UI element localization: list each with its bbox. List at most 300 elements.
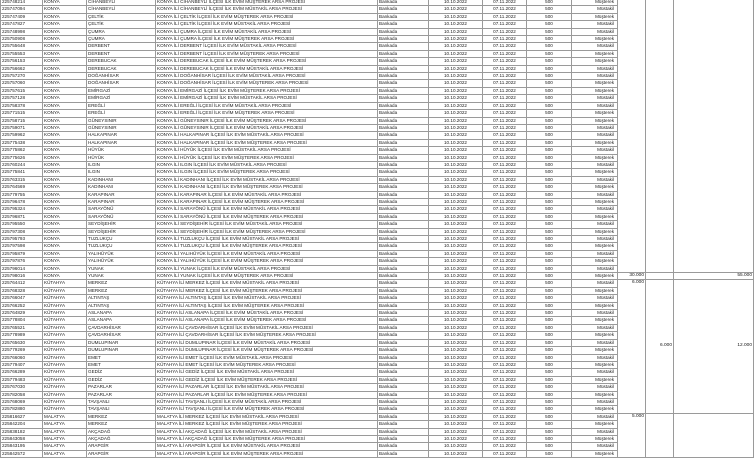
project-type-cell: Müşterek xyxy=(572,13,618,20)
project-type-cell: Müstakil xyxy=(572,21,618,28)
status-cell: Bankada xyxy=(378,236,429,243)
start-date-cell: 10.10.2022 xyxy=(429,213,483,220)
start-date-cell: 10.10.2022 xyxy=(429,295,483,302)
status-cell: Bankada xyxy=(378,384,429,391)
project-type-cell: Müşterek xyxy=(572,228,618,235)
province-cell: KÜTAHYA xyxy=(43,317,87,324)
application-id-cell: 225775841 xyxy=(1,169,43,176)
end-date-cell: 07.11.2022 xyxy=(483,317,527,324)
total-cell xyxy=(674,0,754,273)
project-name-cell: KÜTAHYA İLİ ÇAVDARHİSAR İLÇESİ İLK EVİM MÜŞTEREK ARSA PROJESİ xyxy=(156,332,378,339)
end-date-cell: 07.11.2022 xyxy=(483,43,527,50)
start-date-cell: 10.10.2022 xyxy=(429,80,483,87)
quantity-cell: 500 xyxy=(527,324,572,331)
district-cell: ARAPGİR xyxy=(87,450,156,457)
start-date-cell: 10.10.2022 xyxy=(429,339,483,346)
project-type-cell: Müstakil xyxy=(572,310,618,317)
district-cell: ÇUMRA xyxy=(87,36,156,43)
start-date-cell: 10.10.2022 xyxy=(429,169,483,176)
province-cell: KÜTAHYA xyxy=(43,376,87,383)
project-name-cell: MALATYA İLİ AKÇADAĞ İLÇESİ İLK EVİM MÜŞTEREK ARSA PROJESİ xyxy=(156,435,378,442)
status-cell: Bankada xyxy=(378,28,429,35)
status-cell: Bankada xyxy=(378,36,429,43)
end-date-cell: 07.11.2022 xyxy=(483,406,527,413)
end-date-cell: 07.11.2022 xyxy=(483,95,527,102)
status-cell: Bankada xyxy=(378,65,429,72)
project-type-cell: Müşterek xyxy=(572,302,618,309)
province-cell: KONYA xyxy=(43,13,87,20)
application-id-cell: 225759962 xyxy=(1,132,43,139)
project-name-cell: KÜTAHYA İLİ ALTINTAŞ İLÇESİ İLK EVİM MÜŞTEREK ARSA PROJESİ xyxy=(156,302,378,309)
project-type-cell: Müşterek xyxy=(572,58,618,65)
project-name-cell: KÜTAHYA İLİ ÇAVDARHİSAR İLÇESİ İLK EVİM MÜSTAKİL ARSA PROJESİ xyxy=(156,324,378,331)
project-type-cell: Müstakil xyxy=(572,43,618,50)
project-name-cell: KONYA İLİ GÜNEYSINIR İLÇESİ İLK EVİM MÜSTAKİL ARSA PROJESİ xyxy=(156,124,378,131)
project-name-cell: KÜTAHYA İLİ MERKEZ İLÇESİ İLK EVİM MÜŞTEREK ARSA PROJESİ xyxy=(156,287,378,294)
status-cell: Bankada xyxy=(378,361,429,368)
quantity-cell: 500 xyxy=(527,332,572,339)
application-id-cell: 225843195 xyxy=(1,443,43,450)
end-date-cell: 07.11.2022 xyxy=(483,243,527,250)
quantity-cell: 500 xyxy=(527,339,572,346)
table-row xyxy=(1,413,754,420)
start-date-cell: 10.10.2022 xyxy=(429,243,483,250)
project-type-cell: Müşterek xyxy=(572,243,618,250)
project-name-cell: KONYA İLİ SEYDİŞEHİR İLÇESİ İLK EVİM MÜŞTEREK ARSA PROJESİ xyxy=(156,228,378,235)
application-id-cell: 225775626 xyxy=(1,154,43,161)
end-date-cell: 07.11.2022 xyxy=(483,347,527,354)
total-cell xyxy=(674,413,754,457)
province-cell: KÜTAHYA xyxy=(43,280,87,287)
status-cell: Bankada xyxy=(378,13,429,20)
application-id-cell: 225755553 xyxy=(1,50,43,57)
end-date-cell: 07.11.2022 xyxy=(483,198,527,205)
status-cell: Bankada xyxy=(378,287,429,294)
project-type-cell: Müşterek xyxy=(572,450,618,457)
start-date-cell: 10.10.2022 xyxy=(429,176,483,183)
district-cell: GÜNEYSINIR xyxy=(87,124,156,131)
project-name-cell: KONYA İLİ GÜNEYSINIR İLÇESİ İLK EVİM MÜŞTEREK ARSA PROJESİ xyxy=(156,117,378,124)
district-cell: KARAPINAR xyxy=(87,198,156,205)
application-id-cell: 225748214 xyxy=(1,0,43,6)
start-date-cell: 10.10.2022 xyxy=(429,280,483,287)
end-date-cell: 07.11.2022 xyxy=(483,110,527,117)
end-date-cell: 07.11.2022 xyxy=(483,221,527,228)
quantity-cell: 500 xyxy=(527,110,572,117)
district-cell: GEDİZ xyxy=(87,376,156,383)
status-cell: Bankada xyxy=(378,258,429,265)
application-id-cell: 225748998 xyxy=(1,28,43,35)
start-date-cell: 10.10.2022 xyxy=(429,265,483,272)
province-cell: MALATYA xyxy=(43,413,87,420)
status-cell: Bankada xyxy=(378,198,429,205)
project-name-cell: KONYA İLİ TUZLUKÇU İLÇESİ İLK EVİM MÜŞTEREK ARSA PROJESİ xyxy=(156,243,378,250)
district-cell: HÜYÜK xyxy=(87,147,156,154)
province-cell: KÜTAHYA xyxy=(43,310,87,317)
district-cell: ASLANAPA xyxy=(87,317,156,324)
end-date-cell: 07.11.2022 xyxy=(483,169,527,176)
project-type-cell: Müşterek xyxy=(572,391,618,398)
quantity-cell: 500 xyxy=(527,58,572,65)
end-date-cell: 07.11.2022 xyxy=(483,80,527,87)
project-type-cell: Müstakil xyxy=(572,265,618,272)
total-cell: 12.000 xyxy=(674,280,754,413)
end-date-cell: 07.11.2022 xyxy=(483,102,527,109)
end-date-cell: 07.11.2022 xyxy=(483,384,527,391)
quantity-cell: 500 xyxy=(527,6,572,13)
start-date-cell: 10.10.2022 xyxy=(429,435,483,442)
start-date-cell: 10.10.2022 xyxy=(429,147,483,154)
province-cell: KÜTAHYA xyxy=(43,384,87,391)
project-type-cell: Müşterek xyxy=(572,198,618,205)
project-name-cell: KONYA İLİ ÇUMRA İLÇESİ İLK EVİM MÜŞTEREK ARSA PROJESİ xyxy=(156,36,378,43)
application-id-cell: 225768328 xyxy=(1,287,43,294)
project-name-cell: KÜTAHYA İLİ ASLANAPA İLÇESİ İLK EVİM MÜŞTEREK ARSA PROJESİ xyxy=(156,317,378,324)
project-type-cell: Müstakil xyxy=(572,384,618,391)
project-name-cell: KÜTAHYA İLİ EMET İLÇESİ İLK EVİM MÜŞTEREK ARSA PROJESİ xyxy=(156,361,378,368)
quantity-cell: 500 xyxy=(527,198,572,205)
project-name-cell: KONYA İLİ YUNAK İLÇESİ İLK EVİM MÜŞTEREK ARSA PROJESİ xyxy=(156,273,378,280)
project-name-cell: KONYA İLİ EREĞLİ İLÇESİ İLK EVİM MÜSTAKİL ARSA PROJESİ xyxy=(156,102,378,109)
project-type-cell: Müstakil xyxy=(572,132,618,139)
district-cell: DERBENT xyxy=(87,50,156,57)
end-date-cell: 07.11.2022 xyxy=(483,265,527,272)
end-date-cell: 07.11.2022 xyxy=(483,302,527,309)
status-cell: Bankada xyxy=(378,339,429,346)
status-cell: Bankada xyxy=(378,139,429,146)
status-cell: Bankada xyxy=(378,354,429,361)
application-id-cell: 225795550 xyxy=(1,221,43,228)
start-date-cell: 10.10.2022 xyxy=(429,43,483,50)
application-id-cell: 225757615 xyxy=(1,87,43,94)
project-name-cell: KONYA İLİ YALIHÜYÜK İLÇESİ İLK EVİM MÜŞTEREK ARSA PROJESİ xyxy=(156,258,378,265)
quantity-cell: 500 xyxy=(527,154,572,161)
status-cell: Bankada xyxy=(378,413,429,420)
quantity-cell: 500 xyxy=(527,169,572,176)
status-cell: Bankada xyxy=(378,161,429,168)
district-cell: GEDİZ xyxy=(87,369,156,376)
province-cell: KONYA xyxy=(43,139,87,146)
project-type-cell: Müstakil xyxy=(572,236,618,243)
status-cell: Bankada xyxy=(378,265,429,272)
district-cell: ALTINTAŞ xyxy=(87,295,156,302)
start-date-cell: 10.10.2022 xyxy=(429,191,483,198)
quantity-cell: 500 xyxy=(527,413,572,420)
project-name-cell: KONYA İLİ KARAPINAR İLÇESİ İLK EVİM MÜŞTEREK ARSA PROJESİ xyxy=(156,198,378,205)
project-type-cell: Müstakil xyxy=(572,191,618,198)
province-cell: KONYA xyxy=(43,117,87,124)
end-date-cell: 07.11.2022 xyxy=(483,206,527,213)
start-date-cell: 10.10.2022 xyxy=(429,221,483,228)
start-date-cell: 10.10.2022 xyxy=(429,324,483,331)
application-id-cell: 225757270 xyxy=(1,73,43,80)
end-date-cell: 07.11.2022 xyxy=(483,236,527,243)
status-cell: Bankada xyxy=(378,376,429,383)
status-cell: Bankada xyxy=(378,206,429,213)
end-date-cell: 07.11.2022 xyxy=(483,369,527,376)
start-date-cell: 10.10.2022 xyxy=(429,117,483,124)
application-id-cell: 225758715 xyxy=(1,117,43,124)
project-type-cell: Müstakil xyxy=(572,398,618,405)
project-name-cell: KONYA İLİ HÜYÜK İLÇESİ İLK EVİM MÜŞTEREK ARSA PROJESİ xyxy=(156,154,378,161)
quantity-cell: 500 xyxy=(527,391,572,398)
application-id-cell: 225758378 xyxy=(1,102,43,109)
start-date-cell: 10.10.2022 xyxy=(429,413,483,420)
application-id-cell: 225757128 xyxy=(1,95,43,102)
table-row xyxy=(1,273,754,280)
start-date-cell: 10.10.2022 xyxy=(429,184,483,191)
end-date-cell: 07.11.2022 xyxy=(483,50,527,57)
project-name-cell: KONYA İLİ HALKAPINAR İLÇESİ İLK EVİM MÜSTAKİL ARSA PROJESİ xyxy=(156,132,378,139)
project-name-cell: KONYA İLİ KARAPINAR İLÇESİ İLK EVİM MÜSTAKİL ARSA PROJESİ xyxy=(156,191,378,198)
district-cell: PAZARLAR xyxy=(87,391,156,398)
district-cell: CİHANBEYLİ xyxy=(87,0,156,6)
end-date-cell: 07.11.2022 xyxy=(483,310,527,317)
quantity-cell: 500 xyxy=(527,287,572,294)
status-cell: Bankada xyxy=(378,73,429,80)
quantity-cell: 500 xyxy=(527,280,572,287)
application-id-cell: 225764412 xyxy=(1,280,43,287)
quantity-cell: 500 xyxy=(527,191,572,198)
status-cell: Bankada xyxy=(378,184,429,191)
quantity-cell: 500 xyxy=(527,28,572,35)
start-date-cell: 10.10.2022 xyxy=(429,332,483,339)
start-date-cell: 10.10.2022 xyxy=(429,21,483,28)
end-date-cell: 07.11.2022 xyxy=(483,361,527,368)
application-id-cell: 225768069 xyxy=(1,398,43,405)
status-cell: Bankada xyxy=(378,213,429,220)
district-cell: DOĞANHİSAR xyxy=(87,80,156,87)
start-date-cell: 10.10.2022 xyxy=(429,406,483,413)
project-type-cell: Müşterek xyxy=(572,110,618,117)
status-cell: Bankada xyxy=(378,450,429,457)
project-name-cell: KONYA İLİ CİHANBEYLİ İLÇESİ İLK EVİM MÜŞTEREK ARSA PROJESİ xyxy=(156,0,378,6)
start-date-cell: 10.10.2022 xyxy=(429,236,483,243)
province-cell: KONYA xyxy=(43,132,87,139)
end-date-cell: 07.11.2022 xyxy=(483,73,527,80)
district-cell: EMİRGAZİ xyxy=(87,95,156,102)
project-name-cell: KONYA İLİ KADINHANI İLÇESİ İLK EVİM MÜSTAKİL ARSA PROJESİ xyxy=(156,176,378,183)
province-cell: KÜTAHYA xyxy=(43,295,87,302)
end-date-cell: 07.11.2022 xyxy=(483,0,527,6)
quantity-cell: 500 xyxy=(527,147,572,154)
end-date-cell: 07.11.2022 xyxy=(483,176,527,183)
quantity-cell: 500 xyxy=(527,43,572,50)
province-cell: KONYA xyxy=(43,102,87,109)
province-cell: KONYA xyxy=(43,21,87,28)
project-name-cell: KONYA İLİ KADINHANI İLÇESİ İLK EVİM MÜŞTEREK ARSA PROJESİ xyxy=(156,184,378,191)
project-type-cell: Müşterek xyxy=(572,50,618,57)
project-type-cell: Müşterek xyxy=(572,139,618,146)
application-id-cell: 225766289 xyxy=(1,369,43,376)
district-cell: ÇUMRA xyxy=(87,28,156,35)
quantity-cell: 500 xyxy=(527,421,572,428)
project-name-cell: MALATYA İLİ AKÇADAĞ İLÇESİ İLK EVİM MÜSTAKİL ARSA PROJESİ xyxy=(156,428,378,435)
start-date-cell: 10.10.2022 xyxy=(429,443,483,450)
province-cell: KONYA xyxy=(43,73,87,80)
project-name-cell: KONYA İLİ CİHANBEYLİ İLÇESİ İLK EVİM MÜSTAKİL ARSA PROJESİ xyxy=(156,6,378,13)
start-date-cell: 10.10.2022 xyxy=(429,428,483,435)
district-cell: ÇAVDARHİSAR xyxy=(87,324,156,331)
quantity-cell: 500 xyxy=(527,302,572,309)
project-type-cell: Müstakil xyxy=(572,324,618,331)
start-date-cell: 10.10.2022 xyxy=(429,369,483,376)
district-cell: AKÇADAĞ xyxy=(87,428,156,435)
quantity-cell: 500 xyxy=(527,384,572,391)
province-cell: KÜTAHYA xyxy=(43,339,87,346)
status-cell: Bankada xyxy=(378,295,429,302)
application-id-cell: 225795324 xyxy=(1,206,43,213)
project-name-cell: KONYA İLİ TUZLUKÇU İLÇESİ İLK EVİM MÜSTAKİL ARSA PROJESİ xyxy=(156,236,378,243)
quantity-cell: 500 xyxy=(527,354,572,361)
quantity-cell: 500 xyxy=(527,87,572,94)
start-date-cell: 10.10.2022 xyxy=(429,198,483,205)
province-cell: KONYA xyxy=(43,273,87,280)
project-type-cell: Müşterek xyxy=(572,273,618,280)
province-cell: KONYA xyxy=(43,80,87,87)
project-name-cell: KÜTAHYA İLİ ASLANAPA İLÇESİ İLK EVİM MÜSTAKİL ARSA PROJESİ xyxy=(156,310,378,317)
application-id-cell: 225843058 xyxy=(1,435,43,442)
application-id-cell: 225757060 xyxy=(1,80,43,87)
quantity-cell: 500 xyxy=(527,73,572,80)
end-date-cell: 07.11.2022 xyxy=(483,428,527,435)
start-date-cell: 10.10.2022 xyxy=(429,302,483,309)
district-cell: TAVŞANLI xyxy=(87,406,156,413)
project-type-cell: Müşterek xyxy=(572,435,618,442)
application-id-cell: 225838182 xyxy=(1,428,43,435)
application-id-cell: 225779269 xyxy=(1,347,43,354)
quantity-cell: 500 xyxy=(527,102,572,109)
project-type-cell: Müstakil xyxy=(572,221,618,228)
status-cell: Bankada xyxy=(378,228,429,235)
quantity-cell: 500 xyxy=(527,65,572,72)
start-date-cell: 10.10.2022 xyxy=(429,258,483,265)
application-id-cell: 225750908 xyxy=(1,36,43,43)
end-date-cell: 07.11.2022 xyxy=(483,295,527,302)
project-type-cell: Müstakil xyxy=(572,413,618,420)
status-cell: Bankada xyxy=(378,95,429,102)
project-name-cell: MALATYA İLİ MERKEZ İLÇESİ İLK EVİM MÜŞTEREK ARSA PROJESİ xyxy=(156,421,378,428)
application-id-cell: 225797308 xyxy=(1,228,43,235)
end-date-cell: 07.11.2022 xyxy=(483,58,527,65)
end-date-cell: 07.11.2022 xyxy=(483,339,527,346)
project-name-cell: MALATYA İLİ ARAPGİR İLÇESİ İLK EVİM MÜŞTEREK ARSA PROJESİ xyxy=(156,450,378,457)
province-cell: KONYA xyxy=(43,236,87,243)
start-date-cell: 10.10.2022 xyxy=(429,87,483,94)
status-cell: Bankada xyxy=(378,302,429,309)
status-cell: Bankada xyxy=(378,124,429,131)
status-cell: Bankada xyxy=(378,250,429,257)
end-date-cell: 07.11.2022 xyxy=(483,154,527,161)
end-date-cell: 07.11.2022 xyxy=(483,391,527,398)
province-cell: KONYA xyxy=(43,124,87,131)
quantity-cell: 500 xyxy=(527,50,572,57)
project-type-cell: Müstakil xyxy=(572,428,618,435)
district-cell: DUMLUPINAR xyxy=(87,347,156,354)
project-name-cell: KONYA İLİ EMİRGAZİ İLÇESİ İLK EVİM MÜŞTEREK ARSA PROJESİ xyxy=(156,87,378,94)
end-date-cell: 07.11.2022 xyxy=(483,435,527,442)
province-cell: KÜTAHYA xyxy=(43,354,87,361)
project-type-cell: Müşterek xyxy=(572,347,618,354)
application-id-cell: 225763315 xyxy=(1,176,43,183)
project-name-cell: KONYA İLİ SARAYÖNÜ İLÇESİ İLK EVİM MÜSTAKİL ARSA PROJESİ xyxy=(156,206,378,213)
province-cell: KONYA xyxy=(43,65,87,72)
district-cell: EMİRGAZİ xyxy=(87,87,156,94)
start-date-cell: 10.10.2022 xyxy=(429,398,483,405)
project-type-cell: Müstakil xyxy=(572,28,618,35)
district-cell: ILGIN xyxy=(87,169,156,176)
province-cell: KONYA xyxy=(43,87,87,94)
quantity-cell: 500 xyxy=(527,317,572,324)
status-cell: Bankada xyxy=(378,243,429,250)
end-date-cell: 07.11.2022 xyxy=(483,443,527,450)
application-id-cell: 225816627 xyxy=(1,413,43,420)
district-cell: KADINHANI xyxy=(87,176,156,183)
total-cell xyxy=(646,273,674,280)
province-cell: KÜTAHYA xyxy=(43,324,87,331)
end-date-cell: 07.11.2022 xyxy=(483,213,527,220)
quantity-cell: 500 xyxy=(527,236,572,243)
project-type-cell: Müşterek xyxy=(572,332,618,339)
quantity-cell: 500 xyxy=(527,95,572,102)
application-id-cell: 225766060 xyxy=(1,354,43,361)
application-id-cell: 225771515 xyxy=(1,110,43,117)
start-date-cell: 10.10.2022 xyxy=(429,161,483,168)
district-cell: DEREBUCAK xyxy=(87,65,156,72)
district-cell: DEREBUCAK xyxy=(87,58,156,65)
district-cell: EMET xyxy=(87,361,156,368)
project-type-cell: Müşterek xyxy=(572,406,618,413)
application-id-cell: 225756662 xyxy=(1,65,43,72)
end-date-cell: 07.11.2022 xyxy=(483,36,527,43)
district-cell: MERKEZ xyxy=(87,421,156,428)
province-cell: KÜTAHYA xyxy=(43,332,87,339)
status-cell: Bankada xyxy=(378,191,429,198)
project-name-cell: KONYA İLİ ILGIN İLÇESİ İLK EVİM MÜŞTEREK ARSA PROJESİ xyxy=(156,169,378,176)
application-id-cell: 225796478 xyxy=(1,198,43,205)
district-cell: EREĞLİ xyxy=(87,102,156,109)
status-cell: Bankada xyxy=(378,347,429,354)
district-cell: KARAPINAR xyxy=(87,191,156,198)
project-name-cell: KONYA İLİ DERBENT İLÇESİ İLK EVİM MÜŞTEREK ARSA PROJESİ xyxy=(156,50,378,57)
end-date-cell: 07.11.2022 xyxy=(483,147,527,154)
province-cell: KONYA xyxy=(43,243,87,250)
project-name-cell: KÜTAHYA İLİ TAVŞANLI İLÇESİ İLK EVİM MÜSTAKİL ARSA PROJESİ xyxy=(156,398,378,405)
end-date-cell: 07.11.2022 xyxy=(483,324,527,331)
district-cell: DERBENT xyxy=(87,43,156,50)
project-type-cell: Müşterek xyxy=(572,80,618,87)
project-type-cell: Müstakil xyxy=(572,339,618,346)
province-cell: KONYA xyxy=(43,198,87,205)
project-type-cell: Müstakil xyxy=(572,124,618,131)
application-id-cell: 225842572 xyxy=(1,450,43,457)
start-date-cell: 10.10.2022 xyxy=(429,273,483,280)
district-cell: HALKAPINAR xyxy=(87,139,156,146)
start-date-cell: 10.10.2022 xyxy=(429,354,483,361)
status-cell: Bankada xyxy=(378,58,429,65)
start-date-cell: 10.10.2022 xyxy=(429,391,483,398)
project-type-cell: Müşterek xyxy=(572,36,618,43)
project-type-cell: Müşterek xyxy=(572,154,618,161)
project-type-cell: Müşterek xyxy=(572,376,618,383)
province-cell: KONYA xyxy=(43,169,87,176)
project-type-cell: Müstakil xyxy=(572,295,618,302)
status-cell: Bankada xyxy=(378,132,429,139)
district-cell: SEYDİŞEHİR xyxy=(87,228,156,235)
project-type-cell: Müşterek xyxy=(572,287,618,294)
province-cell: KONYA xyxy=(43,36,87,43)
project-name-cell: MALATYA İLİ MERKEZ İLÇESİ İLK EVİM MÜSTAKİL ARSA PROJESİ xyxy=(156,413,378,420)
